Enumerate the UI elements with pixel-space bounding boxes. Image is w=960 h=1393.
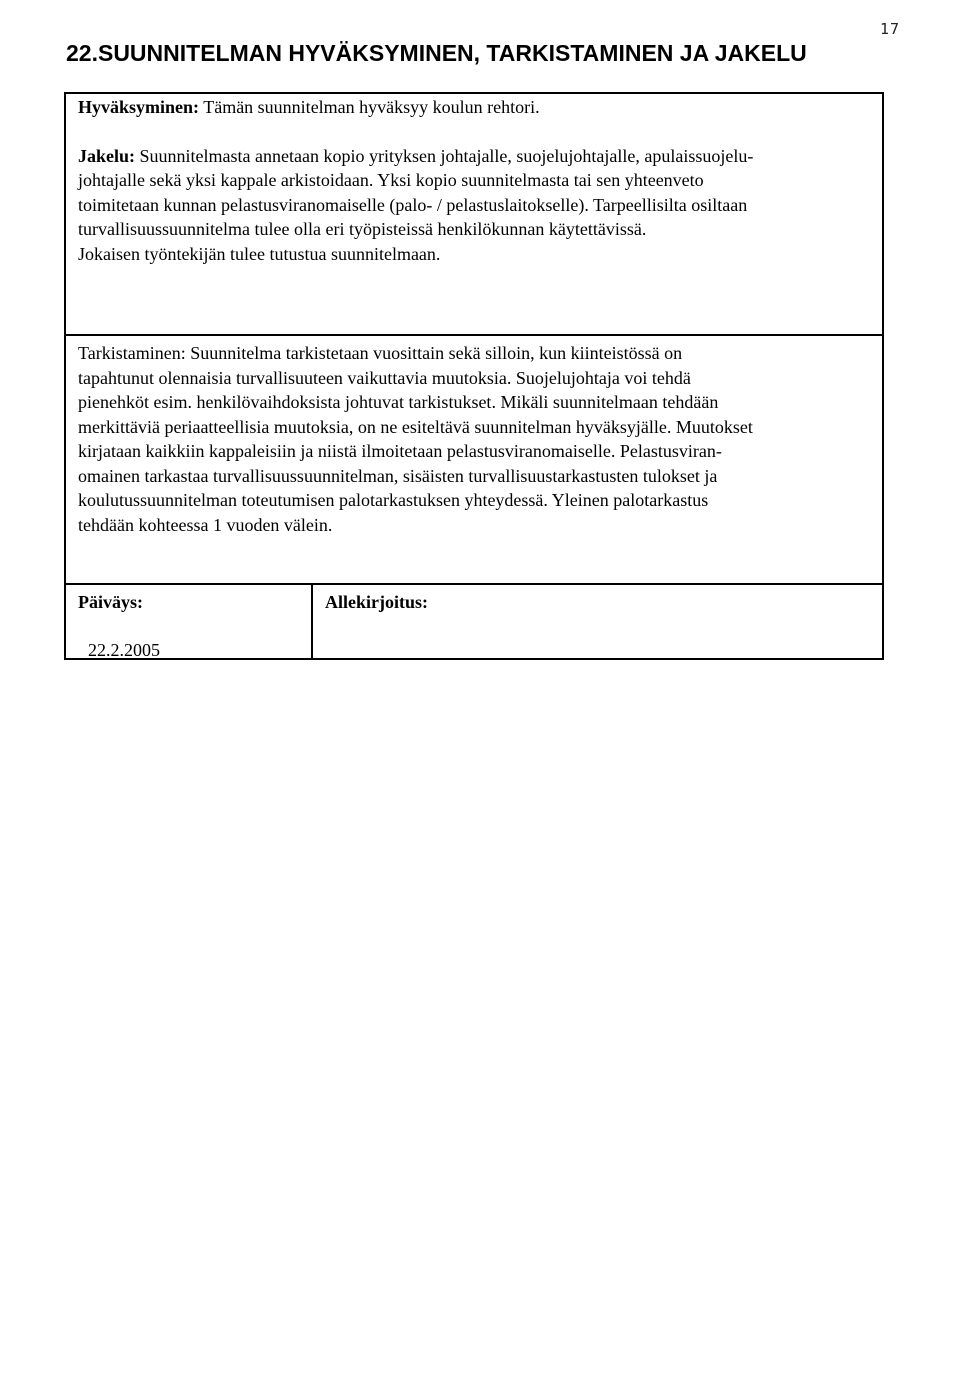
distribution-line: toimitetaan kunnan pelastusviranomaiselle (palo- / pelastuslaitokselle). Tarpeellisilta osiltaan	[78, 194, 748, 215]
signature-label: Allekirjoitus:	[325, 592, 428, 612]
review-paragraph	[78, 341, 870, 537]
review-line: koulutussuunnitelman toteutumisen palotarkastuksen yhteydessä. Yleinen palotarkastus	[78, 490, 709, 510]
review-line: Tarkistaminen: Suunnitelma tarkistetaan vuosittain sekä silloin, kun kiinteistössä on	[78, 343, 683, 363]
date-value: 22.2.2005	[88, 640, 160, 660]
distribution-line: Jokaisen työntekijän tulee tutustua suunnitelmaan.	[78, 243, 441, 264]
review-line: pienehköt esim. henkilövaihdoksista johtuvat tarkistukset. Mikäli suunnitelmaan tehdään	[78, 392, 719, 412]
approval-label: Hyväksyminen:	[78, 97, 200, 117]
distribution-line: turvallisuussuunnitelma tulee olla eri työpisteissä henkilökunnan käytettävissä.	[78, 219, 647, 239]
approval-paragraph	[78, 95, 870, 120]
approval-table	[64, 92, 884, 660]
signature-row	[66, 583, 882, 658]
review-line: omainen tarkastaa turvallisuussuunnitelman, sisäisten turvallisuustarkastusten tulokset ja	[78, 465, 718, 486]
review-line: tapahtunut olennaisia turvallisuuteen vaikuttavia muutoksia. Suojelujohtaja voi tehdä	[78, 367, 691, 388]
date-label: Päiväys:	[78, 592, 143, 612]
distribution-label: Jakelu:	[78, 145, 136, 166]
review-cell	[66, 334, 882, 583]
date-cell	[66, 585, 313, 658]
review-line: tehdään kohteessa 1 vuoden välein.	[78, 514, 333, 535]
distribution-line: Jakelu: Suunnitelmasta annetaan kopio yrityksen johtajalle, suojelujohtajalle, apulaissuojelu-	[78, 145, 754, 166]
review-line: merkittäviä periaatteellisia muutoksia, on ne esiteltävä suunnitelman hyväksyjälle. Muutokset	[78, 416, 753, 437]
distribution-line: johtajalle sekä yksi kappale arkistoidaan. Yksi kopio suunnitelmasta tai sen yhteenveto	[78, 170, 704, 190]
approval-text: Tämän suunnitelman hyväksyy koulun rehtori.	[199, 97, 540, 117]
review-line: kirjataan kaikkiin kappaleisiin ja niistä ilmoitetaan pelastusviranomaiselle. Pelastusviran-	[78, 441, 722, 461]
page-number: 17	[879, 20, 900, 38]
approval-distribution-cell	[66, 94, 882, 334]
review-label: Tarkistaminen	[78, 343, 181, 363]
distribution-paragraph	[78, 144, 870, 267]
signature-cell	[313, 585, 882, 658]
section-heading: 22.SUUNNITELMAN HYVÄKSYMINEN, TARKISTAMINEN JA JAKELU	[66, 40, 807, 66]
